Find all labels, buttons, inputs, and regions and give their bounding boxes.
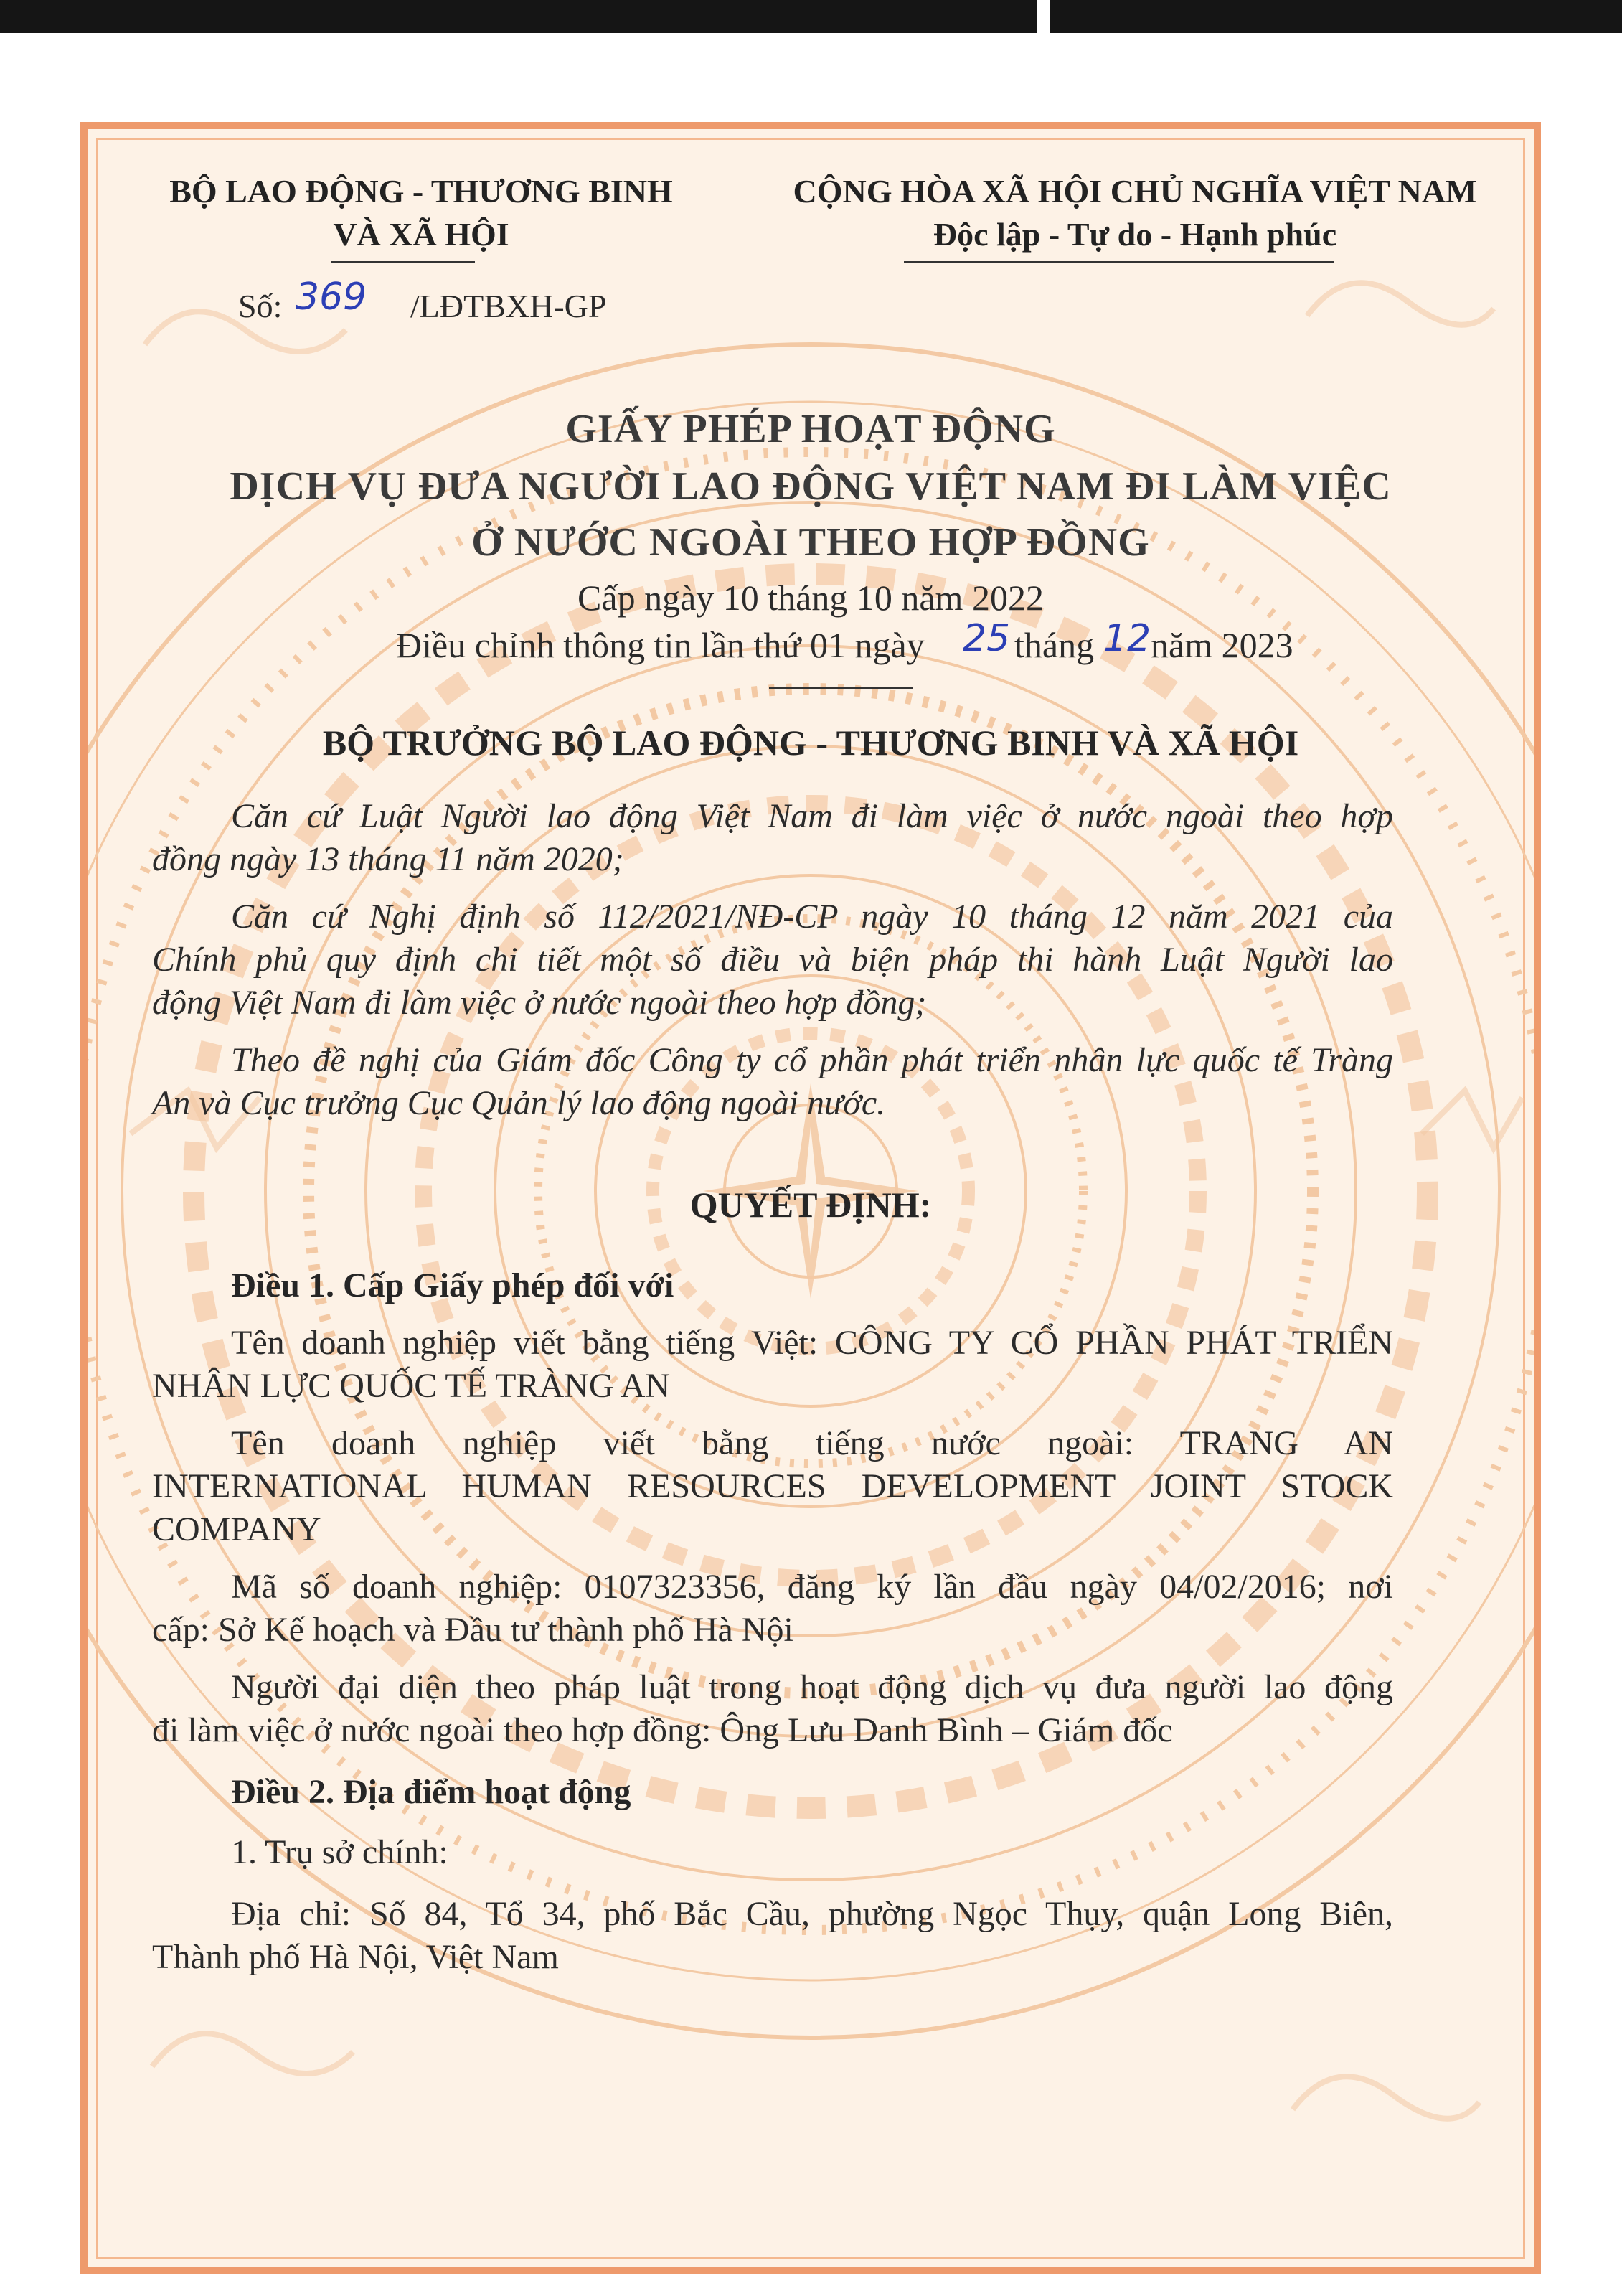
adjustment-month-word: tháng	[1014, 625, 1095, 665]
preamble-1-line2: đồng ngày 13 tháng 11 năm 2020;	[152, 840, 624, 878]
headquarters-label: 1. Trụ sở chính:	[231, 1833, 448, 1871]
article-2-heading: Điều 2. Địa điểm hoạt động	[231, 1773, 631, 1811]
legal-representative-line1: Người đại diện theo pháp luật trong hoạt động dịch vụ đưa người lao động	[231, 1668, 1393, 1706]
adjustment-day-handwritten: 25	[963, 617, 1011, 660]
title-separator	[769, 687, 913, 689]
preamble-2-line2: Chính phủ quy định chi tiết một số điều và biện pháp thi hành Luật Người lao	[152, 941, 1393, 979]
headquarters-address-line1: Địa chỉ: Số 84, Tổ 34, phố Bắc Cầu, phường Ngọc Thụy, quận Long Biên,	[231, 1895, 1393, 1933]
title-line3: Ở NƯỚC NGOÀI THEO HỢP ĐỒNG	[471, 520, 1150, 565]
preamble-3-line1: Theo đề nghị của Giám đốc Công ty cổ phần phát triển nhân lực quốc tế Tràng	[231, 1041, 1393, 1079]
issue-date: Cấp ngày 10 tháng 10 năm 2022	[577, 578, 1044, 618]
vn-company-name-line1: Tên doanh nghiệp viết bằng tiếng Việt: CÔNG TY CỔ PHẦN PHÁT TRIỂN	[231, 1324, 1393, 1362]
title-line1: GIẤY PHÉP HOẠT ĐỘNG	[565, 407, 1056, 451]
article-1-heading: Điều 1. Cấp Giấy phép đối với	[231, 1266, 674, 1304]
title-line2: DỊCH VỤ ĐƯA NGƯỜI LAO ĐỘNG VIỆT NAM ĐI LÀM VIỆC	[230, 464, 1392, 509]
decision-heading: QUYẾT ĐỊNH:	[689, 1185, 932, 1225]
legal-representative-line2: đi làm việc ở nước ngoài theo hợp đồng: Ông Lưu Danh Bình – Giám đốc	[152, 1711, 1173, 1749]
scan-edge-bar	[0, 0, 1622, 33]
enterprise-code-line2: cấp: Sở Kế hoạch và Đầu tư thành phố Hà Nội	[152, 1611, 793, 1649]
foreign-company-name-line1: Tên doanh nghiệp viết bằng tiếng nước ngoài: TRANG AN	[231, 1424, 1393, 1462]
ministry-name-line1: BỘ LAO ĐỘNG - THƯƠNG BINH	[169, 173, 673, 210]
foreign-company-name-line3: COMPANY	[152, 1510, 321, 1548]
adjustment-month-handwritten: 12	[1103, 617, 1151, 660]
adjustment-year: năm 2023	[1151, 625, 1293, 665]
vn-company-name-line2: NHÂN LỰC QUỐC TẾ TRÀNG AN	[152, 1367, 671, 1405]
foreign-company-name-line2: INTERNATIONAL HUMAN RESOURCES DEVELOPMENT JOINT STOCK	[152, 1467, 1393, 1505]
document-number-handwritten: 369	[296, 276, 367, 319]
ministry-underline	[331, 261, 475, 263]
enterprise-code-line1: Mã số doanh nghiệp: 0107323356, đăng ký lần đầu ngày 04/02/2016; nơi	[231, 1568, 1393, 1606]
preamble-2-line3: động Việt Nam đi làm việc ở nước ngoài theo hợp đồng;	[152, 984, 927, 1022]
authority-heading: BỘ TRƯỞNG BỘ LAO ĐỘNG - THƯƠNG BINH VÀ XÃ HỘI	[322, 723, 1299, 763]
motto-underline	[904, 261, 1334, 263]
adjustment-date-prefix: Điều chỉnh thông tin lần thứ 01 ngày	[396, 625, 925, 665]
national-motto: Độc lập - Tự do - Hạnh phúc	[933, 216, 1337, 253]
preamble-3-line2: An và Cục trưởng Cục Quản lý lao động ngoài nước.	[152, 1084, 886, 1122]
preamble-1-line1: Căn cứ Luật Người lao động Việt Nam đi làm việc ở nước ngoài theo hợp	[231, 797, 1393, 835]
headquarters-address-line2: Thành phố Hà Nội, Việt Nam	[152, 1938, 559, 1976]
license-document	[80, 122, 1541, 2274]
ministry-name-line2: VÀ XÃ HỘI	[333, 216, 509, 253]
country-name: CỘNG HÒA XÃ HỘI CHỦ NGHĨA VIỆT NAM	[793, 173, 1477, 210]
preamble-2-line1: Căn cứ Nghị định số 112/2021/NĐ-CP ngày 10 tháng 12 năm 2021 của	[231, 898, 1393, 936]
document-number-label: Số:	[238, 288, 283, 324]
document-number-suffix: /LĐTBXH-GP	[410, 288, 607, 324]
